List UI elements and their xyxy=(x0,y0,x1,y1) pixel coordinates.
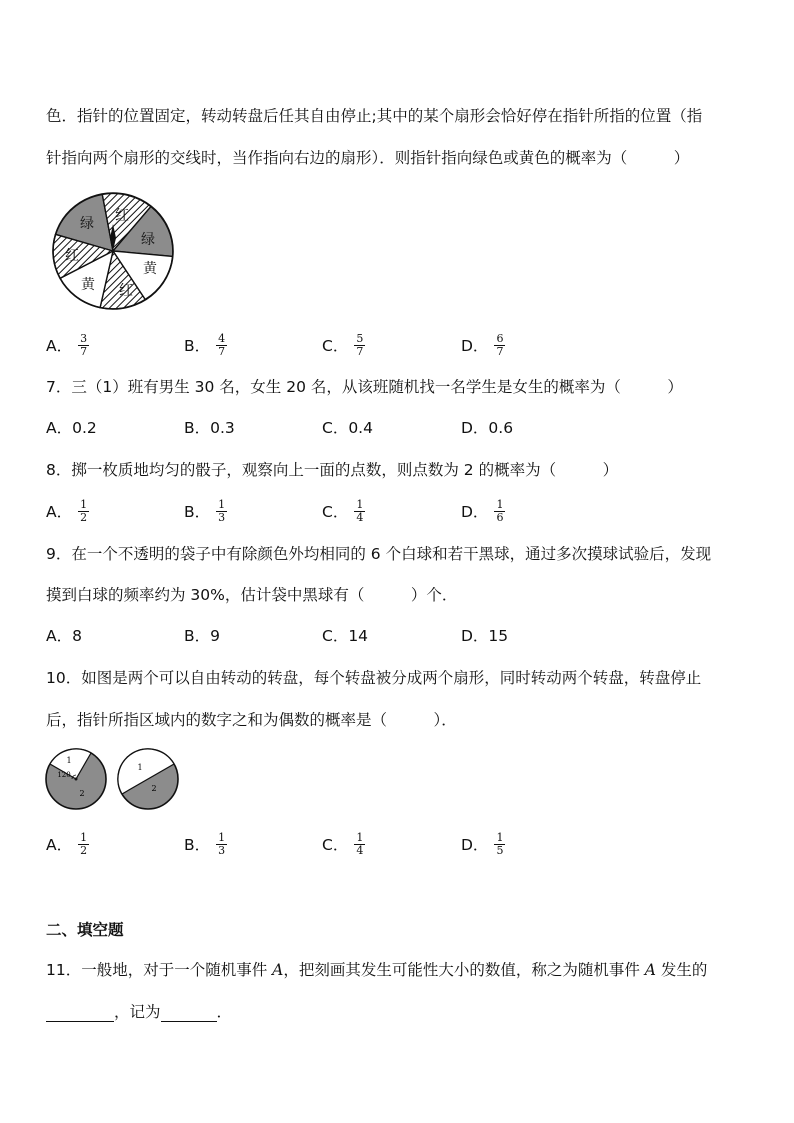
q6-wheel-label: 绿 xyxy=(80,216,94,232)
q7-option-a[interactable]: A．0.2 xyxy=(46,419,97,437)
q9-option-b[interactable]: B．9 xyxy=(184,627,220,645)
q7-option-c[interactable]: C．0.4 xyxy=(322,419,373,437)
q8-text: 8．掷一枚质地均匀的骰子，观察向上一面的点数，则点数为 2 的概率为（ ） xyxy=(46,461,619,479)
q6-wheel-label: 红 xyxy=(65,248,79,264)
q6-wheel-label: 黄 xyxy=(143,261,157,277)
q9-option-c[interactable]: C．14 xyxy=(322,627,369,645)
q6-wheel-label: 黄 xyxy=(81,277,95,293)
q11-blank-2[interactable] xyxy=(161,1005,217,1022)
svg-text:120: 120 xyxy=(57,771,71,779)
q6-spinner-figure xyxy=(50,190,178,314)
q9-text-line1: 9．在一个不透明的袋子中有除颜色外均相同的 6 个白球和若干黑球，通过多次摸球试验后，发现 xyxy=(46,545,712,563)
section-heading: 二、填空题 xyxy=(46,921,124,939)
q10-option-c[interactable]: C． $\frac{1}{4}$ xyxy=(322,830,364,857)
svg-text:2: 2 xyxy=(151,784,157,793)
q8-option-a[interactable]: A． $\frac{1}{2}$ xyxy=(46,497,88,524)
q10-text-line2: 后，指针所指区域内的数字之和为偶数的概率是（ ）． xyxy=(46,711,457,729)
q11-variable: A xyxy=(644,961,656,979)
q6-option-d[interactable]: D． $\frac{6}{7}$ xyxy=(461,331,504,358)
q6-wheel-label: 红 xyxy=(119,283,133,299)
q6-option-b[interactable]: B． $\frac{4}{7}$ xyxy=(184,331,226,358)
q10-text-line1: 10．如图是两个可以自由转动的转盘，每个转盘被分成两个扇形，同时转动两个转盘，转盘停止 xyxy=(46,669,702,687)
svg-text:1: 1 xyxy=(137,763,143,772)
q8-option-b[interactable]: B． $\frac{1}{3}$ xyxy=(184,497,226,524)
q6-option-c[interactable]: C． $\frac{5}{7}$ xyxy=(322,331,364,358)
q10-option-b[interactable]: B． $\frac{1}{3}$ xyxy=(184,830,226,857)
svg-text:1: 1 xyxy=(66,756,72,765)
q10-option-a[interactable]: A． $\frac{1}{2}$ xyxy=(46,830,88,857)
q10-option-d[interactable]: D． $\frac{1}{5}$ xyxy=(461,830,504,857)
q10-disk-1 xyxy=(46,749,106,809)
q11-blank-1[interactable] xyxy=(46,1005,114,1022)
q9-option-d[interactable]: D．15 xyxy=(461,627,509,645)
q9-text-line2: 摸到白球的频率约为 30%，估计袋中黑球有（ ）个． xyxy=(46,586,458,604)
q6-wheel-label: 红 xyxy=(115,208,129,224)
q6-wheel-label: 绿 xyxy=(141,232,155,248)
q11-text-line2: ，记为 ． xyxy=(46,1002,232,1022)
q8-option-c[interactable]: C． $\frac{1}{4}$ xyxy=(322,497,364,524)
q7-option-d[interactable]: D．0.6 xyxy=(461,419,514,437)
q10-spinners-figure xyxy=(44,746,184,812)
q9-option-a[interactable]: A．8 xyxy=(46,627,82,645)
q11-variable: A xyxy=(272,961,284,979)
q8-option-d[interactable]: D． $\frac{1}{6}$ xyxy=(461,497,504,524)
q10-disk-2 xyxy=(118,749,178,809)
q7-option-b[interactable]: B．0.3 xyxy=(184,419,235,437)
q6-text-line2: 针指向两个扇形的交线时，当作指向右边的扇形）．则指针指向绿色或黄色的概率为（ ） xyxy=(46,149,690,167)
svg-text:2: 2 xyxy=(79,789,85,798)
q6-text-line1: 色．指针的位置固定，转动转盘后任其自由停止;其中的某个扇形会恰好停在指针所指的位置（指 xyxy=(46,107,703,125)
q6-option-a[interactable]: A． $\frac{3}{7}$ xyxy=(46,331,88,358)
q11-text-line1: 11．一般地，对于一个随机事件 A，把刻画其发生可能性大小的数值，称之为随机事件 A 发生的 xyxy=(46,961,708,979)
q7-text: 7．三（1）班有男生 30 名，女生 20 名，从该班随机找一名学生是女生的概率为（ ） xyxy=(46,378,683,396)
